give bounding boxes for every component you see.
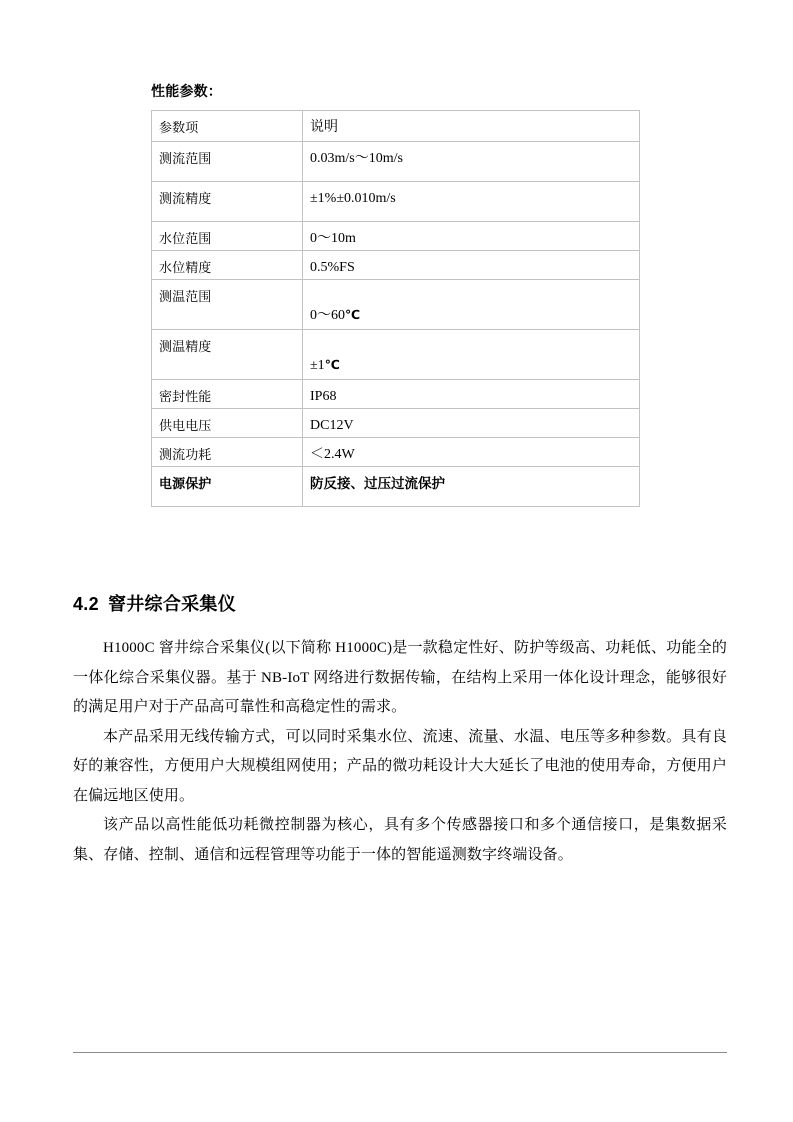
table-row <box>152 438 640 467</box>
row-label: 测温精度 <box>159 339 212 354</box>
table-header-row <box>152 111 640 142</box>
table-row <box>152 409 640 438</box>
row-value: 0～60℃ <box>310 308 361 323</box>
row-value: 0.03m/s～10m/s <box>310 151 403 166</box>
body-text <box>73 634 727 870</box>
table-cell-label <box>152 182 303 222</box>
table-row <box>152 280 640 330</box>
row-label: 测温范围 <box>159 289 212 304</box>
section-number: 4.2 <box>73 594 99 614</box>
performance-parameters-heading: 性能参数： <box>151 83 222 99</box>
row-label: 供电电压 <box>159 418 212 433</box>
specification-table <box>151 110 640 507</box>
row-value: DC12V <box>310 418 354 433</box>
row-label: 水位精度 <box>159 260 212 275</box>
table-cell-label <box>152 251 303 280</box>
table-cell-value <box>303 142 640 182</box>
table-cell-label <box>152 409 303 438</box>
table-cell-value <box>303 330 640 380</box>
paragraph: 该产品以高性能低功耗微控制器为核心，具有多个传感器接口和多个通信接口，是集数据采集、存储、控制、通信和远程管理等功能于一体的智能遥测数字终端设备。 <box>73 817 727 863</box>
row-value: ＜2.4W <box>310 447 355 462</box>
row-label: 测流范围 <box>159 151 212 166</box>
table-cell-value <box>303 280 640 330</box>
table-cell-value <box>303 251 640 280</box>
row-value: 0.5%FS <box>310 260 355 275</box>
table-row <box>152 222 640 251</box>
table-header-label-parameter: 参数项 <box>159 120 199 135</box>
footer-divider <box>73 1052 727 1053</box>
row-label: 密封性能 <box>159 389 212 404</box>
paragraph: H1000C 窨井综合采集仪(以下简称 H1000C)是一款稳定性好、防护等级高、功耗低、功能全的一体化综合采集仪器。基于 NB-IoT 网络进行数据传输，在结构上采用一体化设计理念，能够很好的满足用户对于产品高可靠性和高稳定性的需求。 <box>73 640 727 715</box>
table-cell-label <box>152 330 303 380</box>
table-cell-value <box>303 182 640 222</box>
table-cell-value <box>303 438 640 467</box>
table-header-cell-parameter <box>152 111 303 142</box>
table-row <box>152 380 640 409</box>
table-row <box>152 467 640 507</box>
row-label: 水位范围 <box>159 231 212 246</box>
table-cell-value <box>303 380 640 409</box>
row-value: 防反接、过压过流保护 <box>310 476 445 491</box>
row-value: 0～10m <box>310 231 356 246</box>
table-cell-label <box>152 280 303 330</box>
table-header-label-description: 说明 <box>310 120 338 135</box>
section-title: 窨井综合采集仪 <box>107 594 237 614</box>
table-cell-label <box>152 142 303 182</box>
table-cell-value <box>303 467 640 507</box>
row-value: ±1℃ <box>310 358 340 373</box>
row-value: IP68 <box>310 389 337 404</box>
table-cell-label <box>152 380 303 409</box>
table-cell-label <box>152 438 303 467</box>
table-cell-value <box>303 409 640 438</box>
paragraph: 本产品采用无线传输方式，可以同时采集水位、流速、流量、水温、电压等多种参数。具有良好的兼容性，方便用户大规模组网使用；产品的微功耗设计大大延长了电池的使用寿命，方便用户在偏远地区使用。 <box>73 728 727 804</box>
table-row <box>152 251 640 280</box>
row-label: 电源保护 <box>159 476 212 491</box>
row-label: 测流功耗 <box>159 447 212 462</box>
section-heading <box>73 591 236 617</box>
table-row <box>152 142 640 182</box>
table-row <box>152 330 640 380</box>
table-row <box>152 182 640 222</box>
row-label: 测流精度 <box>159 191 212 206</box>
table-header-cell-description <box>303 111 640 142</box>
table-cell-label <box>152 467 303 507</box>
table-cell-value <box>303 222 640 251</box>
table-cell-label <box>152 222 303 251</box>
row-value: ±1%±0.010m/s <box>310 191 396 206</box>
